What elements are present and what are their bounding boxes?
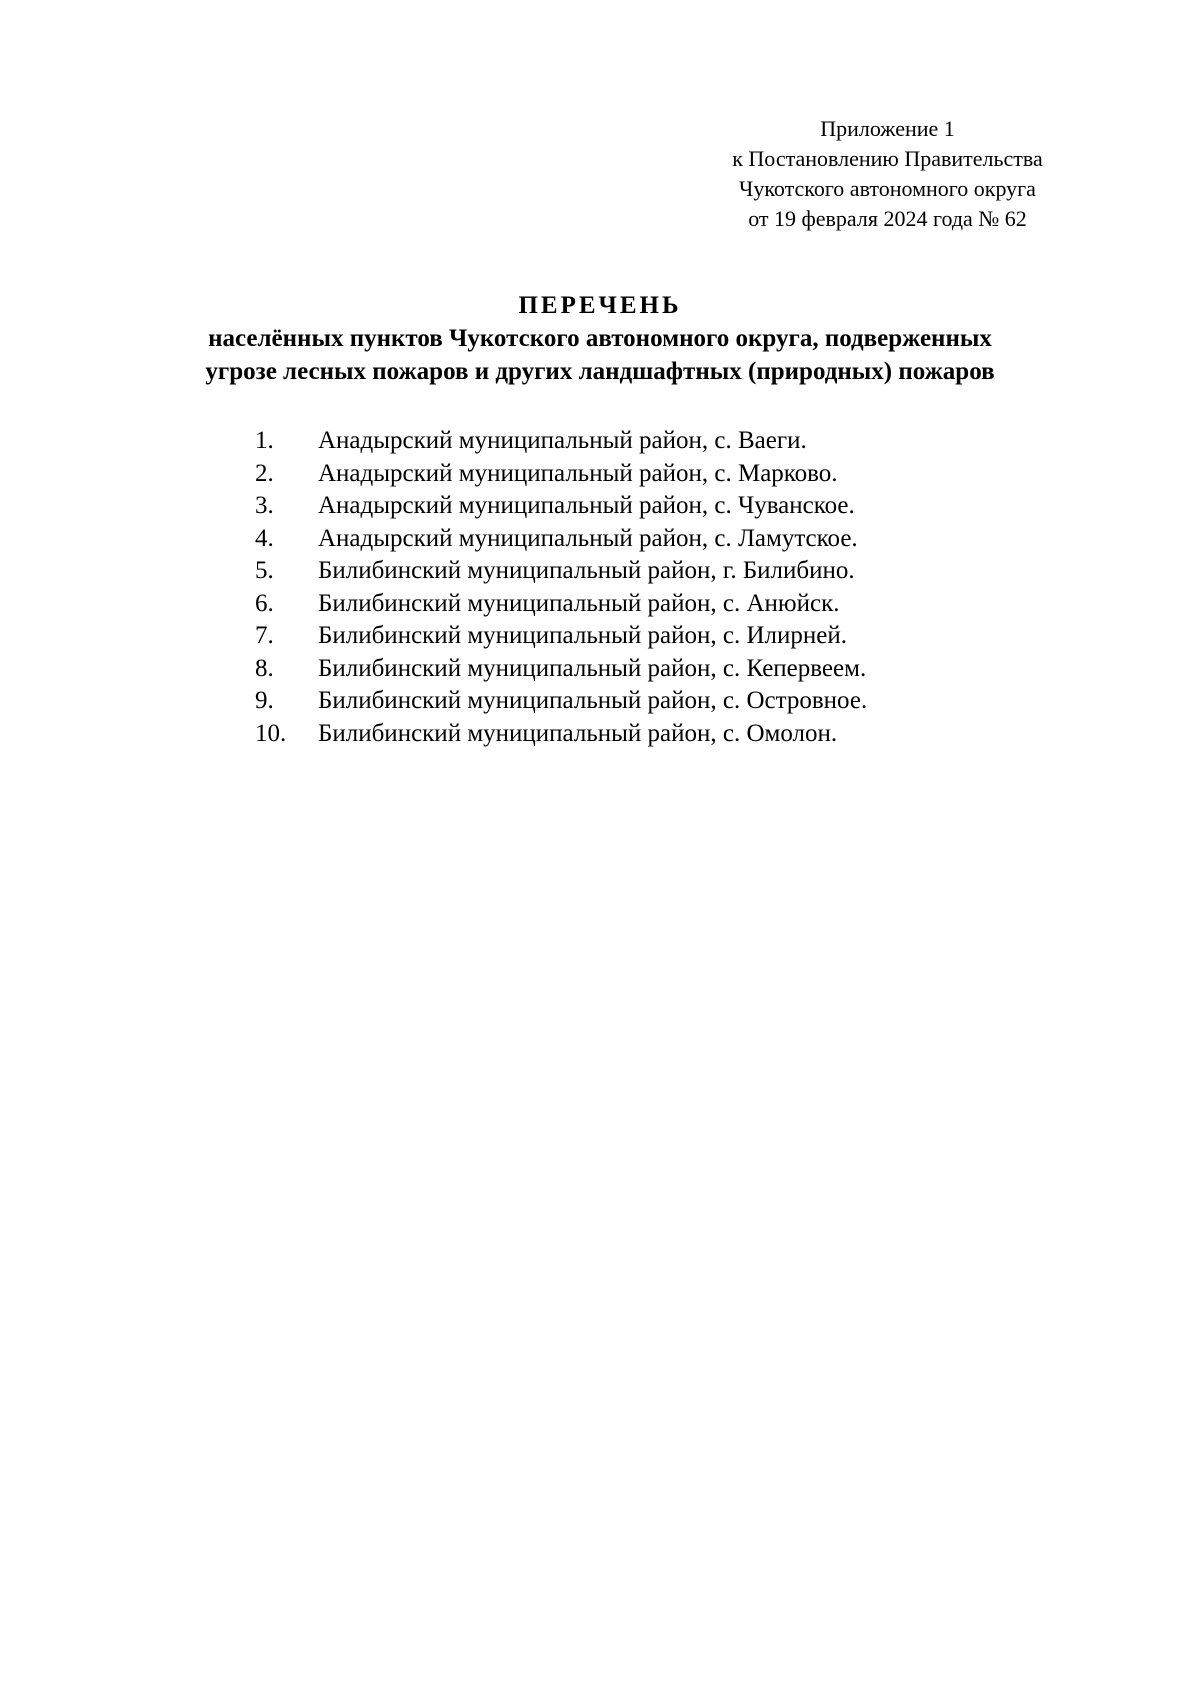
appendix-line: Чукотского автономного округа [739,176,1036,201]
list-item-number: 7. [255,622,274,649]
document-heading [140,289,1060,388]
list-item-text: Билибинский муниципальный район, с. Илирней. [318,622,847,649]
appendix-line: от 19 февраля 2024 года № 62 [748,206,1027,231]
list-item [255,588,1055,621]
list-item [255,718,1055,751]
list-item-number: 5. [255,557,274,584]
list-item-text: Билибинский муниципальный район, с. Анюйск. [318,589,840,617]
list-item-number: 8. [255,654,274,682]
list-item [255,685,1055,718]
list-item-text: Анадырский муниципальный район, с. Ваеги. [318,427,807,454]
list-item-number: 10. [255,719,287,747]
list-item-text: Билибинский муниципальный район, с. Кепервеем. [318,654,867,682]
list-item-text: Билибинский муниципальный район, с. Островное. [318,687,868,714]
list-item [255,523,1055,556]
list-item-number: 9. [255,687,274,714]
document-title: ПЕРЕЧЕНЬ [518,292,682,319]
document-subtitle-line: населённых пунктов Чукотского автономного округа, подверженных [208,325,992,352]
list-item [255,653,1055,686]
list-item [255,490,1055,523]
list-item-number: 1. [255,427,274,454]
appendix-line: Приложение 1 [820,116,955,141]
list-item-text: Анадырский муниципальный район, с. Марково. [318,459,838,487]
list-item [255,620,1055,653]
list-item-number: 6. [255,589,274,617]
appendix-reference [700,114,1075,234]
list-item-text: Анадырский муниципальный район, с. Чуванское. [318,492,855,519]
settlement-list [255,425,1055,750]
document-subtitle-line: угрозе лесных пожаров и других ландшафтных (природных) пожаров [205,358,995,385]
list-item-text: Билибинский муниципальный район, г. Билибино. [318,557,855,584]
list-item-text: Билибинский муниципальный район, с. Омолон. [318,719,838,747]
list-item [255,458,1055,491]
list-item-number: 4. [255,524,274,552]
list-item [255,555,1055,588]
list-item-text: Анадырский муниципальный район, с. Ламутское. [318,524,858,552]
list-item-number: 2. [255,459,274,487]
list-item-number: 3. [255,492,274,519]
list-item [255,425,1055,458]
appendix-line: к Постановлению Правительства [732,146,1043,171]
